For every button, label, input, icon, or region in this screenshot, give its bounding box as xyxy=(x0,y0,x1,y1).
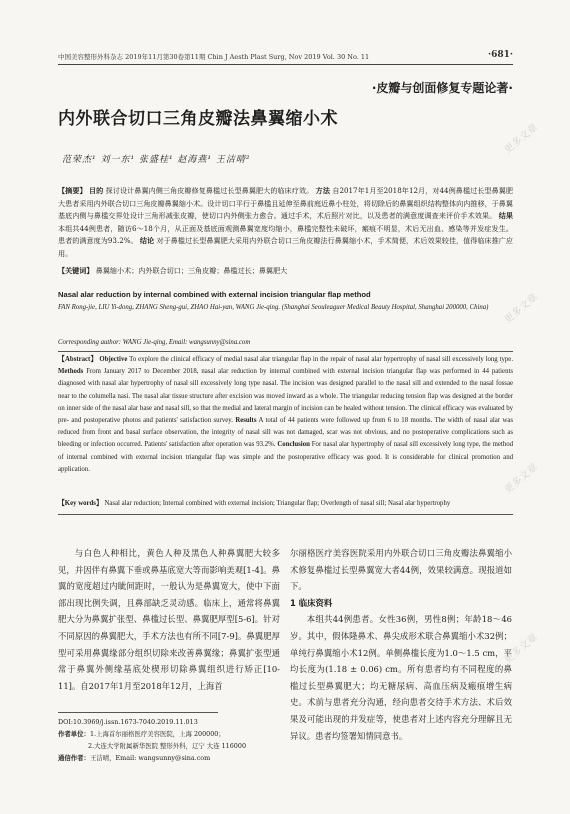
body-left-column xyxy=(58,545,280,694)
affiliation-2: 2.大连大学附属新华医院 整形外科，辽宁 大连 116000 xyxy=(88,742,247,750)
watermark: 更多文章 xyxy=(502,461,541,497)
section-heading: 1 临床资料 xyxy=(290,597,333,608)
results-text: 本组共44例患者，随访6～18个月，从正面及基底面观测鼻翼宽度均缩小，鼻槛完整性未破坏，瘢痕不明显，术后无出血、感染等并发症发生。患者的满意度为93.2%。 xyxy=(58,223,513,246)
english-corresponding-author: Corresponding author: WANG Jie-qing, Email: wangsunny@sina.com xyxy=(58,339,251,346)
header-rule xyxy=(58,64,513,65)
methods-label: 方法 xyxy=(315,186,330,195)
en-results-label: Results xyxy=(235,417,257,425)
english-abstract xyxy=(58,354,513,476)
watermark: 更多文章 xyxy=(502,121,541,157)
english-keywords xyxy=(58,497,513,507)
column-heading: ·皮瓣与创面修复专题论著· xyxy=(371,81,513,95)
affiliation-1-text: 1.上海首尔丽格医疗美容医院，上海 200000； xyxy=(89,730,225,738)
methods-text: 自2017年1月至2018年12月，对44例鼻槛过长型鼻翼肥大患者采用内外联合切口三角皮瓣鼻翼缩小术。设计切口平行于鼻槛且延伸至鼻前庭近鼻小柱处，将切除后的鼻翼组织结构整体向内推移，于鼻翼基底内侧与鼻槛交界处设计三角形减张皮瓣，使切口内外侧张力愈合。通过手术，术后照片对比，以及患者的满意度调查来评价手术效果。 xyxy=(58,186,514,221)
watermark: 更多文章 xyxy=(502,291,541,327)
page-number: ·681· xyxy=(487,50,513,60)
conclusion-text: 对于鼻槛过长型鼻翼肥大采用内外联合切口三角皮瓣法行鼻翼缩小术，手术简便，术后效果较佳，值得临床推广应用。 xyxy=(58,236,513,258)
footnote-rule xyxy=(58,712,218,713)
running-header xyxy=(58,52,513,61)
body-right-column xyxy=(290,545,512,744)
keywords-text: 鼻翼缩小术；内外联合切口；三角皮瓣；鼻槛过长；鼻翼肥大 xyxy=(95,266,288,275)
en-objective-text: To explore the clinical efficacy of medial nasal alar triangular flap in the repair of nasal alar hypertrophy of nasal sill excessively long type. xyxy=(129,356,514,363)
chinese-keywords xyxy=(58,265,513,277)
article-title: 内外联合切口三角皮瓣法鼻翼缩小术 xyxy=(58,109,338,129)
intro-paragraph: 与白色人种相比，黄色人种及黑色人种鼻翼肥大较多见，并因伴有鼻翼下垂或鼻基底宽大等而影响美观[1-4]。鼻翼的宽度超过内眦间距时，一般认为是鼻翼宽大，使中下面部出现比例失调，且鼻部缺乏灵动感。临床上，通常将鼻翼肥大分为鼻翼扩张型、鼻槛过长型、鼻翼肥厚型[5-6]。针对不同原因的鼻翼肥大，手术方法也有所不同[7-9]。鼻翼肥厚型可采用鼻翼缘部分组织切除来改善鼻翼缘；鼻翼扩张型通常于鼻翼外侧缘基底处楔形切除鼻翼组织进行矫正[10-11]。自2017年1月至2018年12月，上海首 xyxy=(58,548,280,691)
keywords-label: 【关键词】 xyxy=(58,266,94,275)
chinese-abstract xyxy=(58,185,513,261)
english-title: Nasal alar reduction by internal combined with external incision triangular flap method xyxy=(58,290,371,299)
abstract-label: 【摘要】 xyxy=(58,186,87,195)
conclusion-label: 结论 xyxy=(139,236,155,246)
affiliation-1 xyxy=(58,728,288,740)
objective-label: 目的 xyxy=(88,186,104,195)
en-results-text: A total of 44 patients were followed up from 6 to 18 months. The width of nasal alar was reduced from front and basal surface observation, the integrity of nasal sill was not damaged, scar was not obvious, and no postoperative complications such as bleeding or infection occurred. Patients' satisfaction after operation was 93.2%. xyxy=(58,417,514,449)
english-authors: FAN Rong-jie, LIU Yi-dong, ZHANG Sheng-gui, ZHAO Hai-yan, WANG Jie-qing. (Shanghai Seouleaguer Medical Beauty Hospital, Shanghai 200000, China) xyxy=(58,304,489,311)
en-methods-label: Methods xyxy=(58,368,84,376)
en-abstract-label: 【Abstract】 xyxy=(58,356,98,363)
clinical-data-paragraph: 本组共44例患者。女性36例，男性8例；年龄18～46岁。其中，假体隆鼻术、鼻尖成形术联合鼻翼缩小术32例；单纯行鼻翼缩小术12例。单侧鼻槛长度为1.0～1.5 cm，平均长度为(1.18 ± 0.06) cm。所有患者均有不同程度的鼻槛过长型鼻翼肥大；均无糖尿病、高血压病及瘢痕增生病史。术前与患者充分沟通，经向患者交待手术方法、术后效果及可能出现的并发症等，使患者对上述内容充分理解且无异议。患者均签署知情同意书。 xyxy=(290,614,512,741)
corresponding-label: 通信作者： xyxy=(58,754,90,762)
en-conclusion-label: Conclusion xyxy=(277,441,310,449)
en-keywords-text: Nasal alar reduction; Internal combined with external incision; Triangular flap; Overlength of nasal sill; Nasal alar hypertrophy xyxy=(104,500,451,507)
author-list: 范荣杰¹ 刘一东¹ 张盛桂¹ 赵海燕¹ 王洁晴² xyxy=(62,155,251,165)
doi: DOI:10.3969/j.issn.1673-7040.2019.11.013 xyxy=(58,718,198,726)
intro-continuation: 尔丽格医疗美容医院采用内外联合切口三角皮瓣法鼻翼缩小术修复鼻槛过长型鼻翼宽大者44例，效果较满意。现报道如下。 xyxy=(290,548,512,592)
journal-line: 中国美容整形外科杂志 2019年11月第30卷第11期 Chin J Aesth Plast Surg, Nov 2019 Vol. 30 No. 11 xyxy=(58,53,370,61)
watermark: 更多文章 xyxy=(502,631,541,667)
corresponding-author xyxy=(58,752,288,764)
affiliation-label: 作者单位： xyxy=(58,730,90,738)
abstract-bottom-rule xyxy=(58,514,513,515)
footnotes xyxy=(58,716,288,764)
objective-text: 探讨设计鼻翼内侧三角皮瓣修复鼻槛过长型鼻翼肥大的临床疗效。 xyxy=(105,186,314,195)
corresponding-text: 王洁晴，Email: wangsunny@sina.com xyxy=(89,754,211,762)
abstract-top-rule xyxy=(58,351,513,352)
en-methods-text: From January 2017 to December 2018, nasal alar reduction by internal combined with external incision triangular flap was performed in 44 patients diagnosed with nasal alar hypertrophy of nasal sill excessively long type nasal. The incision was designed parallel to the nasal sill and extended to the nasal fossae near to the columella nasi. The nasal alar tissue structure after excision was moved inward as a whole. The triangular reducing tension flap was designed at the border on inner side of the nasal alar base and nasal sill, so that the medial and lateral margin of incision can be healed without tension. The clinical efficacy was evaluated by pre- and postoperative photos and patients' satisfaction survey. xyxy=(58,368,513,425)
en-objective-label: Objective xyxy=(99,356,128,363)
en-keywords-label: 【Key words】 xyxy=(58,500,103,507)
results-label: 结果 xyxy=(498,211,513,221)
en-conclusion-text: For nasal alar hypertrophy of nasal sill excessively long type, the method of internal combined with external incision triangular flap was simple and the postoperative efficacy was good. It is considerable for clinical promotion and application. xyxy=(58,441,513,473)
